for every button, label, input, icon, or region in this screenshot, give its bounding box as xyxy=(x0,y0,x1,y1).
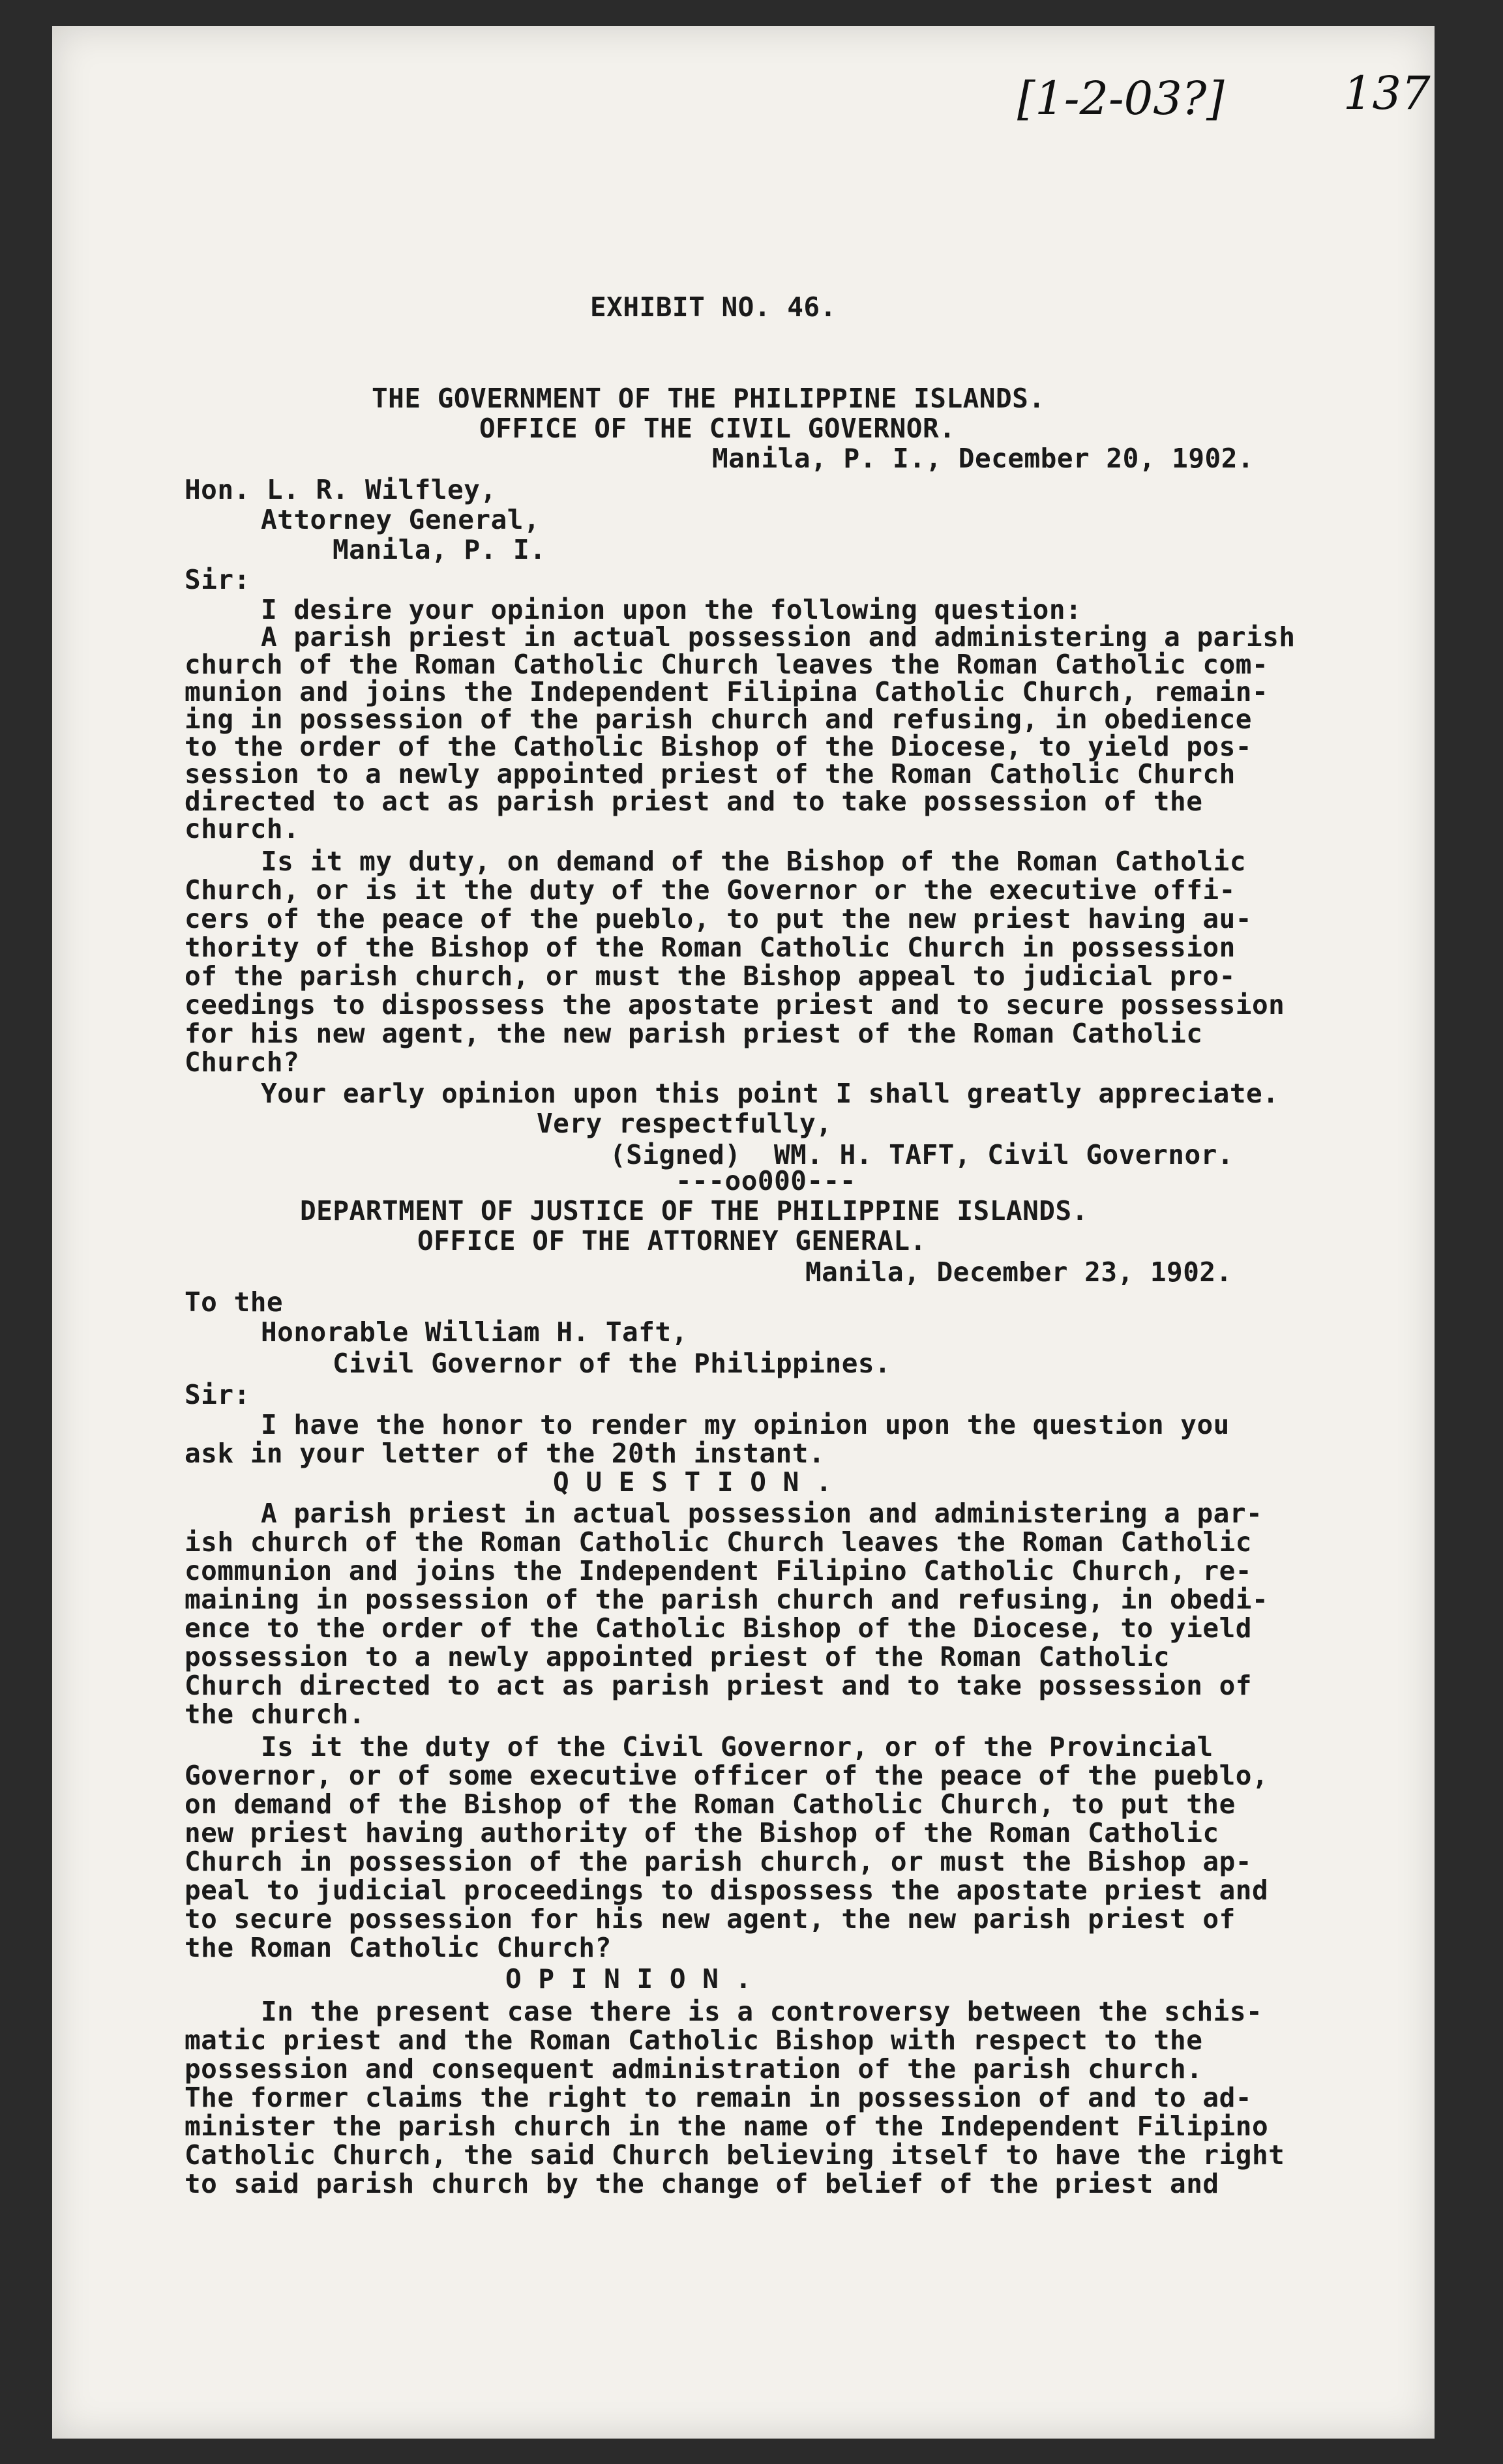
letter1-body-line: ing in possession of the parish church and refusing, in obedience xyxy=(185,704,1252,735)
handwritten-page-number: 137 xyxy=(1343,67,1431,120)
letter2-addressee-line: To the xyxy=(185,1286,284,1318)
letter2-heading1: DEPARTMENT OF JUSTICE OF THE PHILIPPINE ISLANDS. xyxy=(300,1195,1088,1226)
opinion-line: to said parish church by the change of belief of the priest and xyxy=(185,2168,1219,2199)
opinion-line: possession and consequent administration of the parish church. xyxy=(185,2053,1203,2085)
letter1-body-line: directed to act as parish priest and to take possession of the xyxy=(185,786,1203,817)
question-line: communion and joins the Independent Filipino Catholic Church, re- xyxy=(185,1555,1252,1586)
letter1-body-line: to the order of the Catholic Bishop of the Diocese, to yield pos- xyxy=(185,731,1252,762)
letter1-addressee-line: Hon. L. R. Wilfley, xyxy=(185,474,497,505)
letter1-closing: Very respectfully, xyxy=(537,1108,833,1139)
question-line: to secure possession for his new agent, the new parish priest of xyxy=(185,1903,1236,1935)
letter1-body-line: cers of the peace of the pueblo, to put the new priest having au- xyxy=(185,903,1252,934)
letter1-body-line: thority of the Bishop of the Roman Catholic Church in possession xyxy=(185,932,1236,963)
letter2-addressee-line: Civil Governor of the Philippines. xyxy=(333,1348,891,1379)
letter2-intro-line: ask in your letter of the 20th instant. xyxy=(185,1438,826,1469)
letter2-intro-line: I have the honor to render my opinion upon the question you xyxy=(261,1409,1230,1440)
letter1-heading2: OFFICE OF THE CIVIL GOVERNOR. xyxy=(479,413,956,444)
question-line: possession to a newly appointed priest of the Roman Catholic xyxy=(185,1641,1170,1672)
question-line: Church in possession of the parish church, or must the Bishop ap- xyxy=(185,1846,1252,1877)
letter1-body-line: Is it my duty, on demand of the Bishop of the Roman Catholic xyxy=(261,846,1247,877)
opinion-line: matic priest and the Roman Catholic Bishop with respect to the xyxy=(185,2025,1203,2056)
question-line: ish church of the Roman Catholic Church leaves the Roman Catholic xyxy=(185,1526,1252,1558)
opinion-line: The former claims the right to remain in possession of and to ad- xyxy=(185,2082,1252,2113)
question-line: ence to the order of the Catholic Bishop of the Diocese, to yield xyxy=(185,1612,1252,1644)
question-line: A parish priest in actual possession and administering a par- xyxy=(261,1498,1263,1529)
letter2-heading2: OFFICE OF THE ATTORNEY GENERAL. xyxy=(417,1225,927,1256)
letter1-body-line: I desire your opinion upon the following question: xyxy=(261,594,1082,625)
letter1-addressee-line: Attorney General, xyxy=(261,504,541,535)
letter1-body-line: session to a newly appointed priest of the Roman Catholic Church xyxy=(185,758,1236,790)
letter-separator: ---oo000--- xyxy=(676,1165,857,1196)
opinion-line: minister the parish church in the name of the Independent Filipino xyxy=(185,2111,1269,2142)
letter1-body-line: Church, or is it the duty of the Governor or the executive offi- xyxy=(185,874,1236,906)
letter1-addressee-line: Manila, P. I. xyxy=(333,534,546,565)
question-line: Is it the duty of the Civil Governor, or of the Provincial xyxy=(261,1731,1213,1762)
question-line: the Roman Catholic Church? xyxy=(185,1932,612,1963)
letter1-body-line: church. xyxy=(185,813,300,844)
question-line: Governor, or of some executive officer of the peace of the pueblo, xyxy=(185,1760,1269,1791)
letter1-body-line: of the parish church, or must the Bishop appeal to judicial pro- xyxy=(185,960,1236,992)
exhibit-title: EXHIBIT NO. 46. xyxy=(590,291,837,323)
letter1-dateline: Manila, P. I., December 20, 1902. xyxy=(712,443,1255,474)
letter1-body-line: ceedings to dispossess the apostate priest and to secure possession xyxy=(185,989,1285,1020)
letter2-addressee-line: Honorable William H. Taft, xyxy=(261,1316,688,1348)
question-line: maining in possession of the parish church and refusing, in obedi- xyxy=(185,1584,1269,1615)
letter1-body-line: Your early opinion upon this point I shall greatly appreciate. xyxy=(261,1078,1279,1109)
question-line: Church directed to act as parish priest and to take possession of xyxy=(185,1670,1252,1701)
document-page xyxy=(52,26,1435,2439)
question-line: the church. xyxy=(185,1699,366,1730)
question-line: new priest having authority of the Bishop of the Roman Catholic xyxy=(185,1817,1219,1848)
handwritten-date-note: [1-2-03?] xyxy=(1017,72,1225,125)
letter2-dateline: Manila, December 23, 1902. xyxy=(805,1256,1232,1288)
letter1-body-line: church of the Roman Catholic Church leaves the Roman Catholic com- xyxy=(185,649,1269,680)
question-line: peal to judicial proceedings to dispossess the apostate priest and xyxy=(185,1875,1269,1906)
letter1-heading1: THE GOVERNMENT OF THE PHILIPPINE ISLANDS. xyxy=(372,383,1045,414)
letter1-body-line: Church? xyxy=(185,1046,300,1078)
letter1-salutation: Sir: xyxy=(185,564,250,595)
opinion-line: Catholic Church, the said Church believing itself to have the right xyxy=(185,2139,1285,2171)
letter1-signature: (Signed) WM. H. TAFT, Civil Governor. xyxy=(610,1139,1234,1170)
opinion-line: In the present case there is a controversy between the schis- xyxy=(261,1996,1263,2027)
question-line: on demand of the Bishop of the Roman Catholic Church, to put the xyxy=(185,1789,1236,1820)
letter2-salutation: Sir: xyxy=(185,1379,250,1410)
letter1-body-line: munion and joins the Independent Filipina Catholic Church, remain- xyxy=(185,676,1269,707)
letter1-body-line: A parish priest in actual possession and administering a parish xyxy=(261,621,1296,653)
opinion-heading: O P I N I O N . xyxy=(505,1963,752,1995)
letter1-body-line: for his new agent, the new parish priest of the Roman Catholic xyxy=(185,1018,1203,1049)
question-heading: Q U E S T I O N . xyxy=(553,1466,833,1498)
